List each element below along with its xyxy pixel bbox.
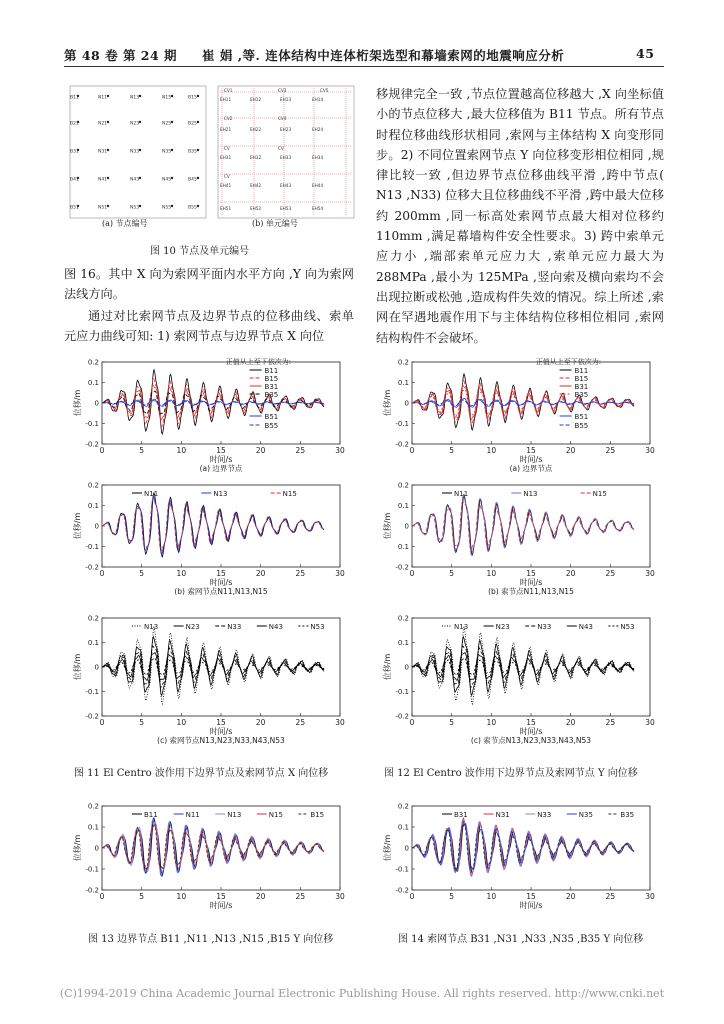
series-line-n13 [102,496,324,555]
x-tick-label: 25 [605,569,616,578]
node-label: B45 [188,177,197,183]
x-tick-label: 15 [526,718,536,727]
running-title: 崔 娟 ,等. 连体结构中连体桁架选型和幕墙索网的地震响应分析 [202,48,565,63]
legend-entry: N13 [454,623,469,631]
legend-entry: N35 [578,811,593,819]
node-dot [139,95,141,97]
node-label: B35 [188,149,197,155]
node-dot [107,149,109,151]
legend-entry: B31 [454,811,468,819]
series-line-n13 [102,819,324,876]
x-tick-label: 0 [409,718,415,727]
x-tick-label: 5 [139,569,145,578]
legend-entry: B55 [574,422,589,430]
x-tick-label: 10 [486,892,497,901]
y-tick-label: -0.2 [395,563,409,572]
x-tick-label: 0 [99,446,105,455]
x-tick-label: 25 [605,718,616,727]
left-paragraph-1: 图 16。其中 X 向为索网平面内水平方向 ,Y 向为索网法线方向。 [64,267,354,302]
fig10-sub-a: (a) 节点编号 [102,219,148,228]
x-tick-label: 25 [295,569,306,578]
node-dot [171,205,173,207]
x-tick-label: 30 [645,569,655,578]
x-axis-label: 时间/s [519,455,543,464]
x-tick-label: 0 [99,718,105,727]
y-tick-label: 0 [404,844,409,853]
series-line-n13 [102,627,324,704]
journal-volume: 第 48 卷 第 24 期 [64,48,178,63]
node-dot [107,205,109,207]
series-line-n33 [412,819,634,876]
y-tick-label: -0.2 [395,440,409,449]
y-tick-label: 0.2 [87,358,99,367]
y-tick-label: 0 [404,522,409,531]
x-tick-label: 25 [605,892,616,901]
legend-entry: N13 [213,490,228,498]
y-tick-label: -0.2 [395,712,409,721]
y-tick-label: 0.2 [397,358,409,367]
node-label: B21 [70,121,79,127]
x-tick-label: 20 [255,718,266,727]
subplot-title: (c) 索节点N13,N23,N33,N43,N53 [470,736,592,744]
legend-entry: N33 [227,623,242,631]
fig10-caption: 图 10 节点及单元编号 [150,246,250,257]
x-tick-label: 20 [255,569,266,578]
element-label: EH22 [250,127,262,132]
legend-entry: B15 [264,375,279,383]
x-tick-label: 15 [216,569,226,578]
x-tick-label: 20 [565,718,576,727]
y-tick-label: 0 [94,522,99,531]
y-tick-label: 0.2 [397,481,409,490]
y-tick-label: 0.1 [397,543,409,551]
legend-entry: B31 [264,383,279,391]
series-line-b15 [412,380,634,425]
node-dot [197,149,199,151]
x-tick-label: 0 [99,892,105,901]
chart-fig12a [382,350,662,472]
fig13-caption: 图 13 边界节点 B11 ,N11 ,N13 ,N15 ,B15 Y 向位移 [88,934,334,945]
legend-entry: B31 [574,383,589,391]
x-tick-label: 30 [335,569,345,578]
y-axis-label: 位移/m [73,512,82,540]
node-label: B55 [188,205,197,211]
header-rule [64,66,664,67]
legend-entry: B11 [144,811,158,819]
x-tick-label: 25 [295,446,306,455]
series-line-n23 [412,637,634,696]
node-dot [139,205,141,207]
y-tick-label: 0 [404,663,409,672]
y-tick-label: -0.1 [85,865,99,874]
x-axis-label: 时间/s [209,455,233,464]
element-label: EH13 [280,97,292,102]
node-label: N41 [98,177,108,183]
x-tick-label: 15 [526,892,536,901]
x-tick-label: 5 [449,569,455,578]
series-line-n11 [102,493,324,557]
series-line-b31 [412,820,634,873]
legend-entry: N15 [268,811,283,819]
x-tick-label: 10 [486,446,497,455]
x-axis-label: 时间/s [209,578,233,587]
node-label: N45 [162,177,172,183]
x-tick-label: 5 [139,446,145,455]
y-tick-label: 0.2 [87,614,99,623]
node-dot [197,121,199,123]
y-tick-label: -0.2 [85,886,99,895]
fig10-sub-b: (b) 单元编号 [252,219,298,228]
node-dot [107,177,109,179]
x-tick-label: 5 [449,718,455,727]
element-label: CV5 [320,88,329,93]
legend-entry: N13 [227,811,242,819]
x-tick-label: 20 [255,892,266,901]
x-tick-label: 5 [139,718,145,727]
x-tick-label: 10 [176,892,187,901]
y-tick-label: 0.1 [397,823,409,832]
x-tick-label: 10 [486,569,497,578]
x-tick-label: 15 [216,446,226,455]
y-tick-label: 0 [94,663,99,672]
x-axis-label: 时间/s [209,901,233,910]
legend-entry: N53 [620,623,635,631]
y-tick-label: -0.1 [395,420,409,428]
element-label: CV4 [278,116,287,121]
element-label: EH14 [312,97,324,102]
element-label: EH11 [220,97,232,102]
x-tick-label: 30 [645,892,655,901]
x-axis-label: 时间/s [519,901,543,910]
node-label: N15 [162,95,172,101]
series-line-b11 [102,818,324,876]
x-axis-label: 时间/s [209,727,233,736]
series-line-b15 [102,378,324,427]
y-tick-label: -0.2 [85,563,99,572]
node-dot [139,121,141,123]
legend-entry: N13 [523,490,538,498]
legend-entry: B35 [264,391,279,399]
subplot-title: (b) 索节点N11,N13,N15 [488,587,574,595]
legend-entry: N33 [537,623,552,631]
y-tick-label: 0 [404,399,409,408]
legend-entry: B35 [620,811,635,819]
y-tick-label: -0.1 [85,688,99,696]
element-label: CV [224,174,230,179]
element-label: EH52 [250,206,262,211]
y-tick-label: 0 [94,844,99,853]
y-axis-label: 位移/m [383,512,392,540]
chart-fig11b [72,473,352,595]
element-label: EH32 [250,155,262,160]
x-tick-label: 30 [335,718,345,727]
x-tick-label: 25 [295,892,306,901]
x-tick-label: 5 [449,892,455,901]
node-label: N31 [98,149,108,155]
x-tick-label: 5 [139,892,145,901]
x-axis-label: 时间/s [519,578,543,587]
legend-entry: B15 [574,375,589,383]
copyright-footer: (C)1994-2019 China Academic Journal Electronic Publishing House. All rights reserved. http://www.cnki.net [59,987,665,1000]
node-numbering-diagram [70,86,206,218]
legend-entry: B11 [264,367,279,375]
element-label: CV2 [224,116,233,121]
legend-entry: B55 [264,422,279,430]
x-tick-label: 30 [645,446,655,455]
node-label: N13 [130,95,140,101]
node-label: B15 [188,95,197,101]
series-line-n11 [412,495,634,555]
y-axis-label: 位移/m [73,834,82,862]
node-label: B41 [70,177,79,183]
y-axis-label: 位移/m [383,834,392,862]
series-line-n31 [412,818,634,876]
node-label: N43 [130,177,140,183]
element-label: EH53 [280,206,292,211]
node-dot [139,149,141,151]
y-tick-label: 0.1 [397,639,409,647]
node-label: N25 [162,121,172,127]
x-tick-label: 25 [295,718,306,727]
y-tick-label: 0 [94,399,99,408]
y-tick-label: 0.1 [397,502,409,510]
chart-fig14 [382,794,662,918]
legend-entry: N11 [185,811,200,819]
x-tick-label: 10 [176,569,187,578]
x-tick-label: 20 [565,569,576,578]
right-paragraph: 移规律完全一致 ,节点位置越高位移越大 ,X 向坐标值小的节点位移大 ,最大位移值为 B11 节点。所有节点时程位移曲线形状相同 ,索网与主体结构 X 向变形同步。2) 不同位置索网节点 Y 向位移变形相位相同 ,规律比较一致 ,但边界节点位移曲线平滑 ,跨中节点( N13 ,N33) 位移大且位移曲线不平滑 ,跨中最大位移约 200mm ,同一标高处索网节点最大相对位移约 110mm ,满足幕墙构件安全性要求。3) 跨中索单元应力小 ,端部索单元应力大 ,索单元应力最大为 288MPa ,最小为 125MPa ,竖向索及横向索均不会出现拉断或松弛 ,造成构件失效的情况。综上所述 ,索网在罕遇地震作用下与主体结构位移相位相同 ,索网结构构件不会破坏。 [376,87,664,345]
legend-note: 正值从上至下依次为: [225,358,292,366]
series-line-n11 [102,818,324,876]
y-tick-label: -0.2 [395,886,409,895]
node-dot [171,121,173,123]
page-number: 45 [636,46,655,61]
x-tick-label: 15 [216,892,226,901]
node-label: N23 [130,121,140,127]
y-tick-label: 0.2 [397,614,409,623]
element-label: CV1 [224,88,233,93]
chart-fig13 [72,794,352,918]
legend-entry: B11 [574,367,589,375]
y-tick-label: -0.1 [85,543,99,551]
x-tick-label: 30 [645,718,655,727]
element-numbering-diagram [218,86,354,218]
x-tick-label: 0 [409,446,415,455]
node-dot [107,121,109,123]
element-label: EH51 [220,206,232,211]
legend-entry: N43 [268,623,283,631]
series-line-n13 [412,627,634,704]
legend-entry: B15 [310,811,325,819]
element-label: EH24 [312,127,324,132]
node-label: N53 [130,205,140,211]
legend-entry: N15 [592,490,607,498]
x-tick-label: 20 [255,446,266,455]
y-tick-label: 0.2 [87,802,99,811]
legend-entry: N13 [144,623,159,631]
legend-entry: N23 [495,623,510,631]
x-tick-label: 15 [526,569,536,578]
subplot-title: (a) 边界节点 [199,464,243,472]
chart-fig11a [72,350,352,472]
subplot-title: (a) 边界节点 [509,464,553,472]
node-label: N21 [98,121,108,127]
chart-fig12c [382,606,662,744]
element-label: CV3 [278,88,287,93]
node-dot [171,149,173,151]
left-paragraph-2: 通过对比索网节点及边界节点的位移曲线、索单元应力曲线可知: 1) 索网节点与边界节点 X 向位 [64,309,354,344]
element-label: EH44 [312,183,324,188]
x-tick-label: 0 [409,569,415,578]
series-line-n15 [412,502,634,550]
node-label: N33 [130,149,140,155]
x-tick-label: 5 [449,446,455,455]
y-axis-label: 位移/m [383,389,392,417]
chart-fig12b [382,473,662,595]
node-label: N51 [98,205,108,211]
series-line-n15 [102,500,324,552]
node-dot [171,95,173,97]
y-tick-label: 0.1 [87,823,99,832]
y-tick-label: -0.2 [85,440,99,449]
node-dot [139,177,141,179]
y-tick-label: 0.1 [87,502,99,510]
y-tick-label: 0.1 [397,379,409,387]
series-line-b11 [102,370,324,434]
subplot-title: (b) 索网节点N11,N13,N15 [174,587,268,595]
y-tick-label: 0.2 [397,802,409,811]
x-tick-label: 30 [335,446,345,455]
node-label: B11 [70,95,79,101]
element-label: EH12 [250,97,262,102]
y-tick-label: -0.1 [85,420,99,428]
node-label: N11 [98,95,108,101]
x-tick-label: 20 [565,446,576,455]
y-tick-label: 0.1 [87,379,99,387]
y-tick-label: 0.2 [87,481,99,490]
element-label: EH54 [312,206,324,211]
legend-entry: N15 [282,490,297,498]
subplot-title: (c) 索网节点N13,N23,N33,N43,N53 [157,736,285,744]
x-tick-label: 15 [526,446,536,455]
node-label: N55 [162,205,172,211]
legend-entry: N11 [144,490,159,498]
x-tick-label: 30 [335,892,345,901]
node-dot [197,95,199,97]
element-label: EH21 [220,127,232,132]
fig14-caption: 图 14 索网节点 B31 ,N31 ,N33 ,N35 ,B35 Y 向位移 [398,934,644,945]
legend-entry: B51 [264,413,279,421]
figure-10 [68,84,358,230]
x-tick-label: 10 [486,718,497,727]
element-label: EH31 [220,155,232,160]
y-axis-label: 位移/m [383,653,392,681]
x-tick-label: 15 [216,718,226,727]
element-label: EH34 [312,155,324,160]
series-line-b11 [412,374,634,430]
legend-entry: B51 [574,413,589,421]
node-label: B25 [188,121,197,127]
y-axis-label: 位移/m [73,653,82,681]
element-label: EH33 [280,155,292,160]
y-axis-label: 位移/m [73,389,82,417]
element-label: CV [278,146,284,151]
node-dot [197,205,199,207]
series-line-n23 [102,637,324,696]
element-label: EH43 [280,183,292,188]
x-axis-label: 时间/s [519,727,543,736]
node-label: N35 [162,149,172,155]
x-tick-label: 10 [176,718,187,727]
legend-entry: N11 [454,490,469,498]
legend-entry: N43 [578,623,593,631]
x-tick-label: 0 [409,892,415,901]
legend-entry: N23 [185,623,200,631]
y-tick-label: -0.2 [85,712,99,721]
legend-entry: N53 [310,623,325,631]
node-dot [107,95,109,97]
legend-entry: B35 [574,391,589,399]
chart-fig11c [72,606,352,744]
element-label: EH41 [220,183,232,188]
fig11-caption: 图 11 El Centro 波作用下边界节点及索网节点 X 向位移 [74,768,329,779]
legend-entry: N33 [537,811,552,819]
x-tick-label: 0 [99,569,105,578]
element-label: EH42 [250,183,262,188]
legend-entry: N31 [495,811,510,819]
y-tick-label: 0.1 [87,639,99,647]
x-tick-label: 20 [565,892,576,901]
node-label: B31 [70,149,79,155]
legend-note: 正值从上至下依次为: [535,358,602,366]
x-tick-label: 10 [176,446,187,455]
node-dot [197,177,199,179]
element-label: CV [224,146,230,151]
x-tick-label: 25 [605,446,616,455]
series-line-n13 [412,495,634,555]
node-label: B51 [70,205,79,211]
node-dot [171,177,173,179]
fig12-caption: 图 12 El Centro 波作用下边界节点及索网节点 Y 向位移 [384,768,638,779]
y-tick-label: -0.1 [395,688,409,696]
y-tick-label: -0.1 [395,865,409,874]
element-label: EH23 [280,127,292,132]
